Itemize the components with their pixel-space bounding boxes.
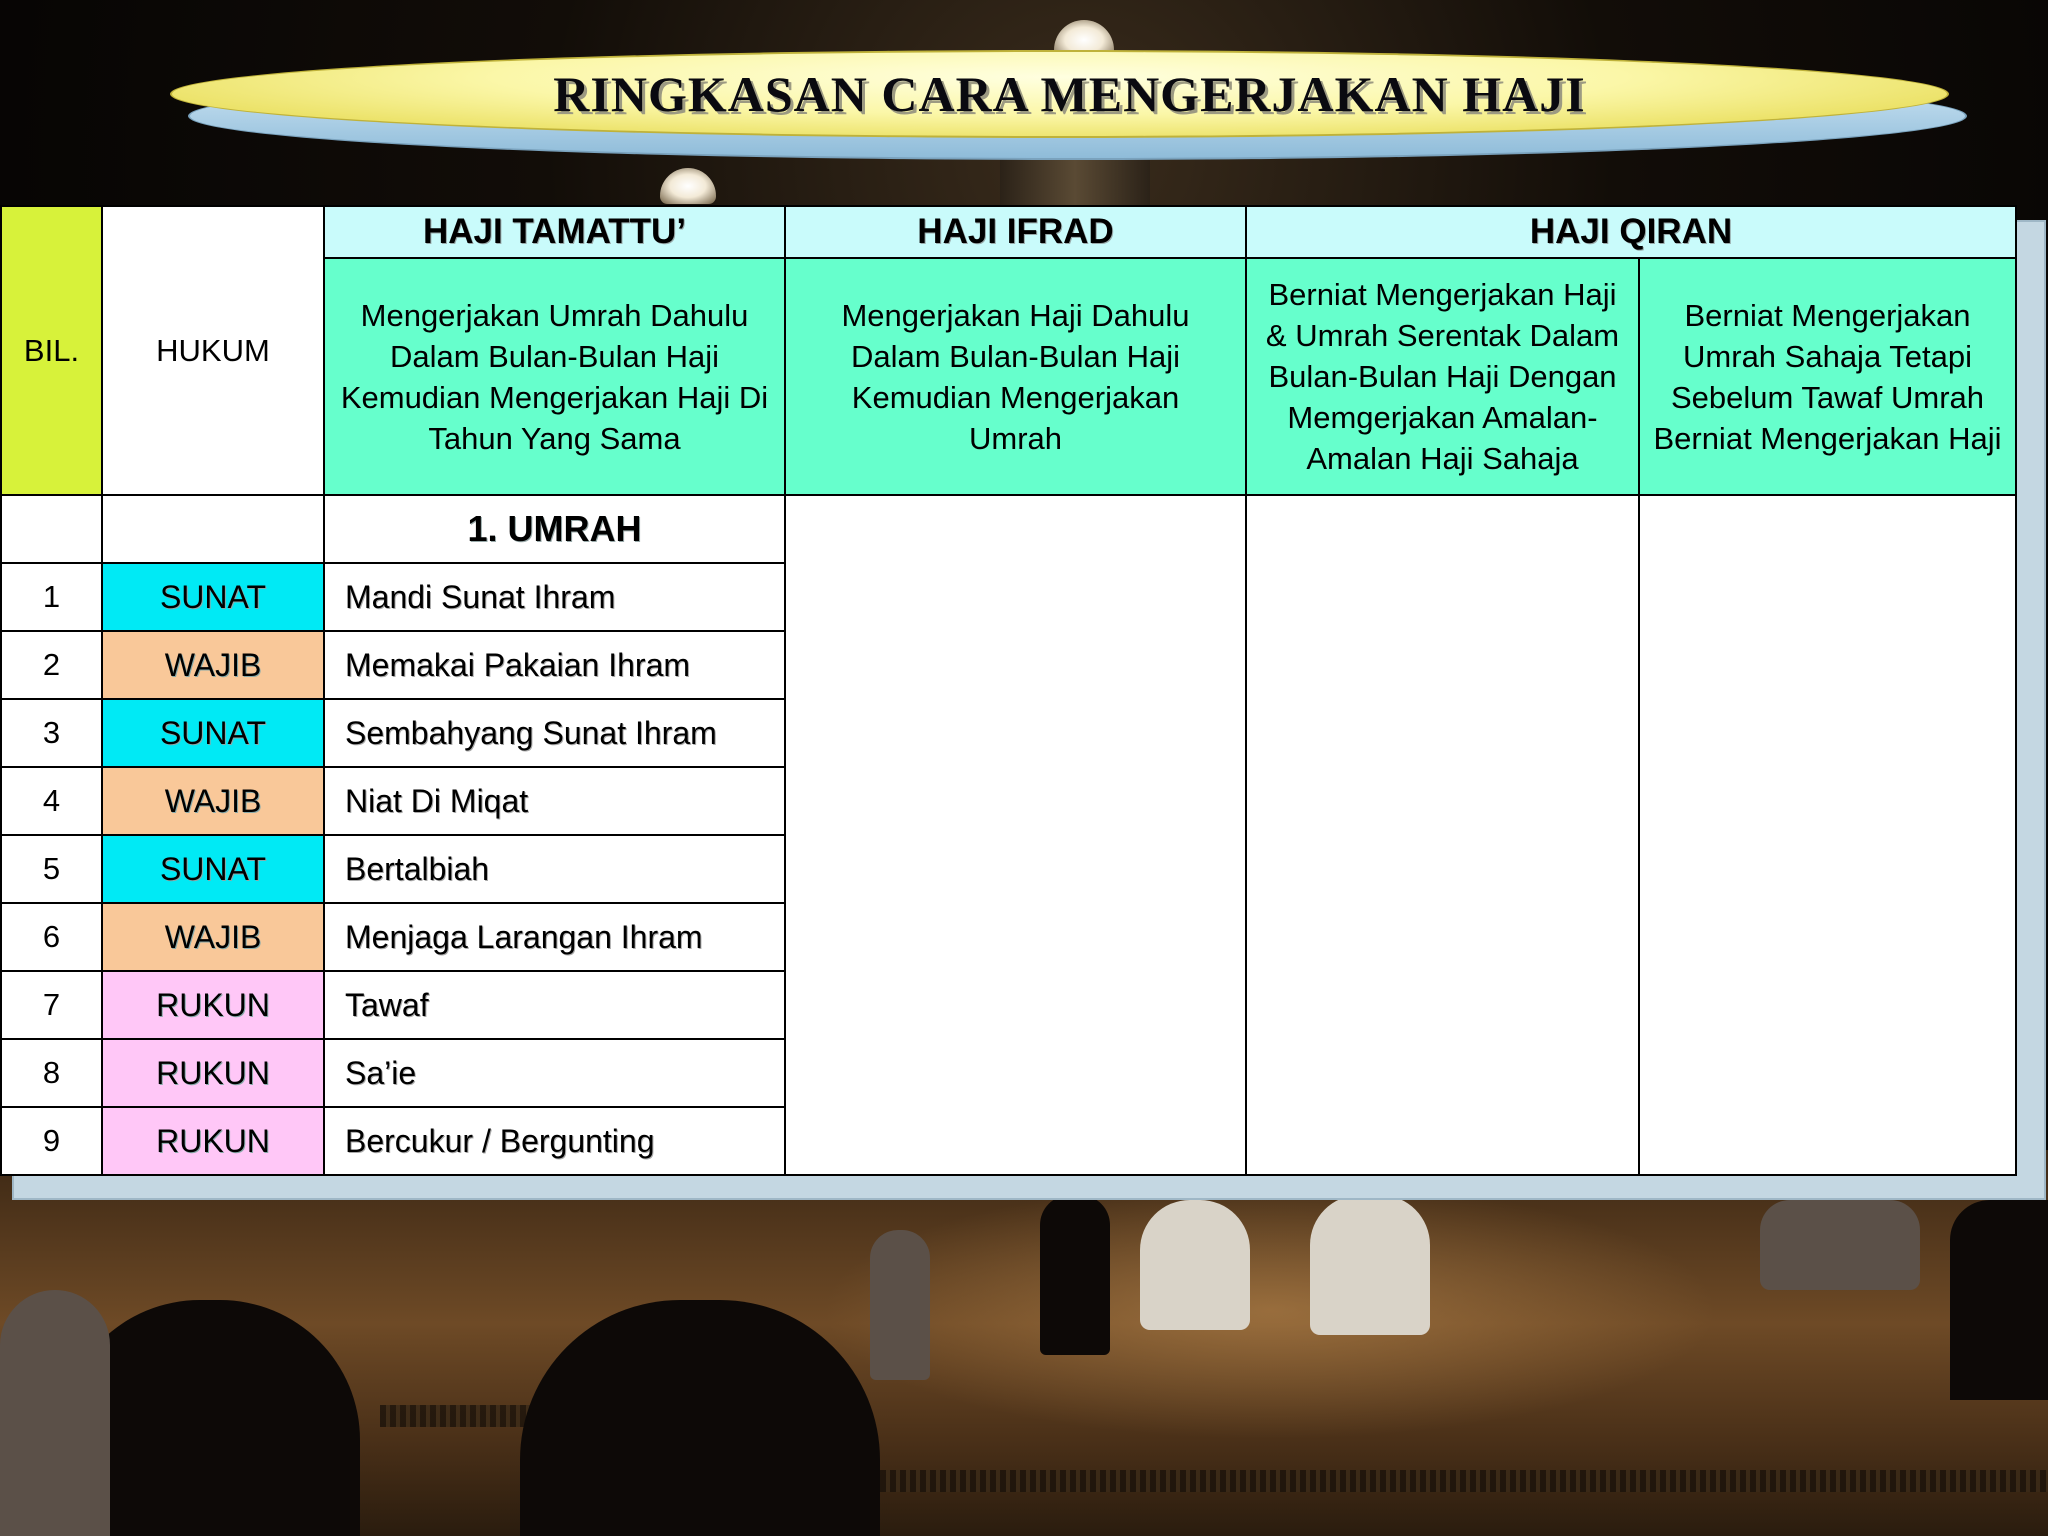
section-title: 1. UMRAH (324, 495, 785, 563)
pilgrim-silhouette (870, 1230, 930, 1380)
page-title: RINGKASAN CARA MENGERJAKAN HAJI (553, 66, 1586, 122)
section-bil-empty (1, 495, 102, 563)
row-hukum-badge: RUKUN (102, 1107, 324, 1175)
row-number: 8 (1, 1039, 102, 1107)
row-number: 6 (1, 903, 102, 971)
row-hukum-badge: WAJIB (102, 631, 324, 699)
haji-summary-table (0, 205, 2017, 1176)
desc-tamattu: Mengerjakan Umrah Dahulu Dalam Bulan-Bulan Haji Kemudian Mengerjakan Haji Di Tahun Yang Sama (324, 258, 785, 495)
row-hukum-badge: SUNAT (102, 699, 324, 767)
row-step: Sa’ie (324, 1039, 785, 1107)
row-number: 7 (1, 971, 102, 1039)
desc-ifrad: Mengerjakan Haji Dahulu Dalam Bulan-Bulan Haji Kemudian Mengerjakan Umrah (785, 258, 1246, 495)
row-step: Tawaf (324, 971, 785, 1039)
row-step: Bercukur / Bergunting (324, 1107, 785, 1175)
row-hukum-badge: SUNAT (102, 563, 324, 631)
header-hukum: HUKUM (102, 206, 324, 495)
row-number: 5 (1, 835, 102, 903)
pilgrim-silhouette (1950, 1200, 2048, 1400)
desc-qiran-2: Berniat Mengerjakan Umrah Sahaja Tetapi Sebelum Tawaf Umrah Berniat Mengerjakan Haji (1639, 258, 2016, 495)
row-number: 3 (1, 699, 102, 767)
row-step: Niat Di Miqat (324, 767, 785, 835)
header-bil: BIL. (1, 206, 102, 495)
pilgrim-silhouette (1760, 1200, 1920, 1290)
header-row-names (1, 206, 2016, 258)
row-hukum-badge: RUKUN (102, 971, 324, 1039)
floor-grate (820, 1470, 2048, 1492)
row-hukum-badge: SUNAT (102, 835, 324, 903)
header-ifrad: HAJI IFRAD (785, 206, 1246, 258)
row-hukum-badge: RUKUN (102, 1039, 324, 1107)
row-hukum-badge: WAJIB (102, 767, 324, 835)
header-tamattu: HAJI TAMATTU’ (324, 206, 785, 258)
pilgrim-silhouette (1040, 1195, 1110, 1355)
row-number: 2 (1, 631, 102, 699)
section-row (1, 495, 2016, 563)
section-hukum-empty (102, 495, 324, 563)
qiran-2-column-body (1639, 495, 2016, 1175)
ifrad-column-body (785, 495, 1246, 1175)
row-hukum-badge: WAJIB (102, 903, 324, 971)
row-step: Memakai Pakaian Ihram (324, 631, 785, 699)
row-number: 9 (1, 1107, 102, 1175)
row-number: 1 (1, 563, 102, 631)
row-step: Bertalbiah (324, 835, 785, 903)
title-banner (170, 50, 1960, 150)
banner-ellipse (170, 50, 1949, 138)
pilgrim-silhouette (0, 1290, 110, 1536)
floor-reflection (820, 1180, 1720, 1440)
qiran-1-column-body (1246, 495, 1639, 1175)
desc-qiran-1: Berniat Mengerjakan Haji & Umrah Serentak Dalam Bulan-Bulan Haji Dengan Memgerjakan Amalan-Amalan Haji Sahaja (1246, 258, 1639, 495)
row-step: Mandi Sunat Ihram (324, 563, 785, 631)
pilgrim-silhouette (1140, 1200, 1250, 1330)
header-qiran: HAJI QIRAN (1246, 206, 2016, 258)
row-number: 4 (1, 767, 102, 835)
row-step: Sembahyang Sunat Ihram (324, 699, 785, 767)
row-step: Menjaga Larangan Ihram (324, 903, 785, 971)
pilgrim-silhouette (1310, 1195, 1430, 1335)
